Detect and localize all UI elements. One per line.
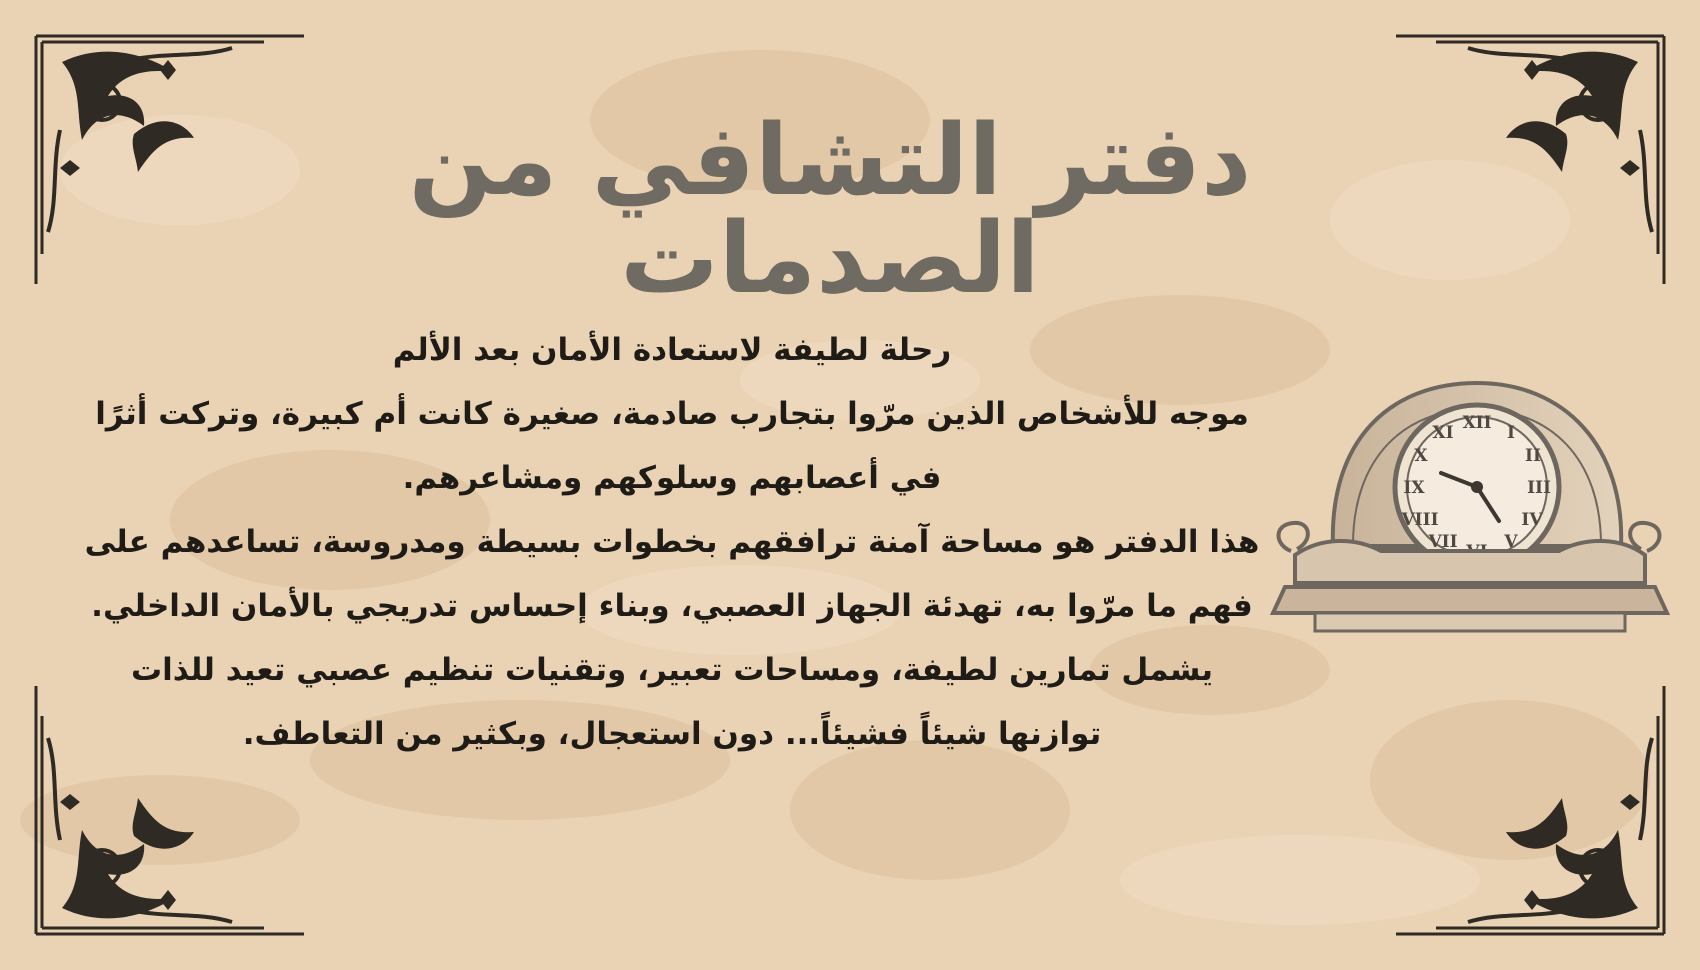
description-block [82,318,1262,766]
svg-text:IX: IX [1403,478,1425,498]
ornamental-corner-icon [1396,686,1666,936]
svg-text:III: III [1527,478,1551,498]
svg-text:XII: XII [1462,413,1492,433]
page-title: دفتر التشافي من الصدمات [408,104,1252,316]
svg-text:V: V [1504,532,1518,552]
svg-text:VIII: VIII [1401,510,1439,530]
paragraph-audience: موجه للأشخاص الذين مرّوا بتجارب صادمة، صغيرة كانت أم كبيرة، وتركت أثرًا في أعصابهم وسلوكهم ومشاعرهم. [95,396,1249,496]
svg-text:IV: IV [1521,510,1543,530]
paragraph-purpose: هذا الدفتر هو مساحة آمنة ترافقهم بخطوات بسيطة ومدروسة، تساعدهم على فهم ما مرّوا به، تهدئة الجهاز العصبي، وبناء إحساس تدريجي بالأمان الداخلي. [84,524,1260,624]
mantel-clock-icon [1265,375,1670,645]
svg-text:X: X [1414,446,1428,466]
svg-text:I: I [1507,423,1515,443]
subtitle: رحلة لطيفة لاستعادة الأمان بعد الألم [392,332,952,368]
svg-text:XI: XI [1432,423,1454,443]
paragraph-content: يشمل تمارين لطيفة، ومساحات تعبير، وتقنيات تنظيم عصبي تعيد للذات توازنها شيئاً فشيئاً... دون استعجال، وبكثير من التعاطف. [130,652,1214,752]
svg-text:VII: VII [1428,532,1458,552]
svg-text:II: II [1525,446,1541,466]
ornamental-corner-icon [1396,34,1666,284]
